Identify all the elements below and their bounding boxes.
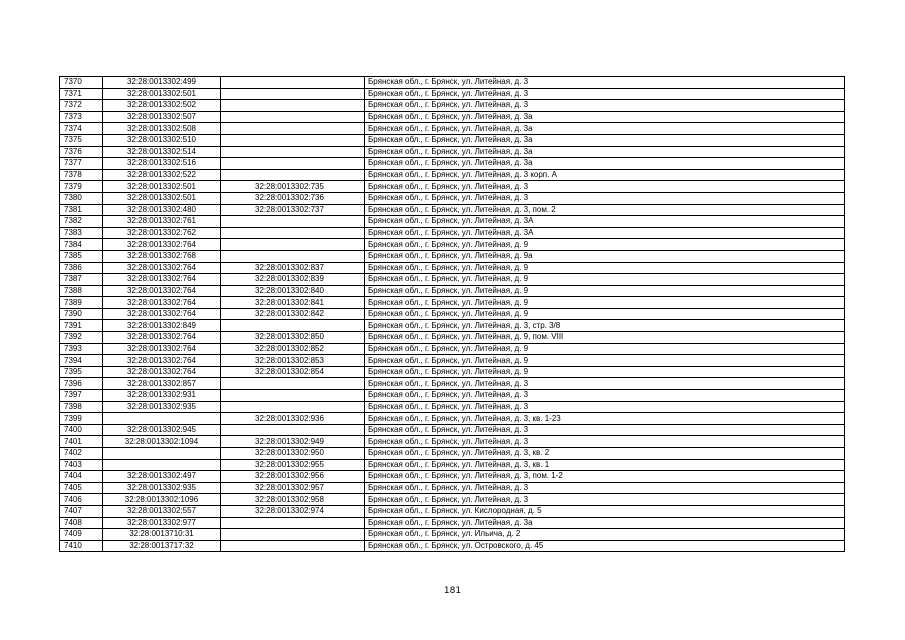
related-cadastral-number-cell: [221, 158, 365, 170]
table-row: [60, 355, 845, 367]
row-number-cell: 7386: [60, 262, 103, 274]
address-cell: Брянская обл., г. Брянск, ул. Литейная, д. 3: [365, 88, 845, 100]
related-cadastral-number-cell: [221, 169, 365, 181]
table-row: [60, 482, 845, 494]
related-cadastral-number-cell: [221, 227, 365, 239]
cadastral-number-cell: 32:28:0013302:508: [103, 123, 221, 135]
related-cadastral-number-cell: [221, 424, 365, 436]
cadastral-number-cell: 32:28:0013302:977: [103, 517, 221, 529]
row-number-cell: 7374: [60, 123, 103, 135]
table-row: [60, 517, 845, 529]
row-number-cell: 7371: [60, 88, 103, 100]
related-cadastral-number-cell: 32:28:0013302:842: [221, 308, 365, 320]
cadastral-number-cell: 32:28:0013302:764: [103, 332, 221, 344]
address-cell: Брянская обл., г. Брянск, ул. Литейная, д. 9: [365, 308, 845, 320]
row-number-cell: 7407: [60, 505, 103, 517]
table-row: [60, 274, 845, 286]
address-cell: Брянская обл., г. Брянск, ул. Литейная, д. 3: [365, 436, 845, 448]
address-cell: Брянская обл., г. Брянск, ул. Литейная, д. 3А: [365, 227, 845, 239]
cadastral-number-cell: 32:28:0013302:931: [103, 390, 221, 402]
row-number-cell: 7399: [60, 413, 103, 425]
related-cadastral-number-cell: 32:28:0013302:936: [221, 413, 365, 425]
related-cadastral-number-cell: 32:28:0013302:958: [221, 494, 365, 506]
related-cadastral-number-cell: 32:28:0013302:955: [221, 459, 365, 471]
cadastral-number-cell: 32:28:0013302:945: [103, 424, 221, 436]
table-row: [60, 204, 845, 216]
address-cell: Брянская обл., г. Брянск, ул. Литейная, д. 3: [365, 378, 845, 390]
cadastral-number-cell: 32:28:0013302:764: [103, 274, 221, 286]
cadastral-number-cell: 32:28:0013302:502: [103, 100, 221, 112]
related-cadastral-number-cell: [221, 390, 365, 402]
table-row: [60, 540, 845, 552]
address-cell: Брянская обл., г. Брянск, ул. Литейная, д. 3а: [365, 517, 845, 529]
cadastral-number-cell: 32:28:0013302:557: [103, 505, 221, 517]
row-number-cell: 7390: [60, 308, 103, 320]
cadastral-number-cell: 32:28:0013302:764: [103, 239, 221, 251]
row-number-cell: 7388: [60, 285, 103, 297]
related-cadastral-number-cell: 32:28:0013302:854: [221, 366, 365, 378]
row-number-cell: 7378: [60, 169, 103, 181]
row-number-cell: 7404: [60, 471, 103, 483]
table-row: [60, 262, 845, 274]
related-cadastral-number-cell: 32:28:0013302:736: [221, 192, 365, 204]
row-number-cell: 7400: [60, 424, 103, 436]
cadastral-number-cell: 32:28:0013302:768: [103, 250, 221, 262]
table-row: [60, 227, 845, 239]
row-number-cell: 7406: [60, 494, 103, 506]
table-row: [60, 250, 845, 262]
table-row: [60, 100, 845, 112]
row-number-cell: 7402: [60, 448, 103, 460]
related-cadastral-number-cell: [221, 529, 365, 541]
row-number-cell: 7393: [60, 343, 103, 355]
address-cell: Брянская обл., г. Брянск, ул. Литейная, д. 3: [365, 181, 845, 193]
row-number-cell: 7396: [60, 378, 103, 390]
address-cell: Брянская обл., г. Брянск, ул. Литейная, д. 3а: [365, 123, 845, 135]
cadastral-number-cell: 32:28:0013302:1096: [103, 494, 221, 506]
table-row: [60, 332, 845, 344]
related-cadastral-number-cell: 32:28:0013302:957: [221, 482, 365, 494]
address-cell: Брянская обл., г. Брянск, ул. Литейная, д. 3а: [365, 158, 845, 170]
table-row: [60, 158, 845, 170]
row-number-cell: 7389: [60, 297, 103, 309]
row-number-cell: 7377: [60, 158, 103, 170]
row-number-cell: 7385: [60, 250, 103, 262]
address-cell: Брянская обл., г. Брянск, ул. Литейная, д. 3а: [365, 134, 845, 146]
cadastral-number-cell: 32:28:0013302:522: [103, 169, 221, 181]
cadastral-number-cell: 32:28:0013710:31: [103, 529, 221, 541]
related-cadastral-number-cell: [221, 100, 365, 112]
address-cell: Брянская обл., г. Брянск, ул. Литейная, д. 3: [365, 482, 845, 494]
table-row: [60, 146, 845, 158]
row-number-cell: 7395: [60, 366, 103, 378]
address-cell: Брянская обл., г. Брянск, ул. Литейная, д. 3: [365, 100, 845, 112]
row-number-cell: 7372: [60, 100, 103, 112]
address-cell: Брянская обл., г. Брянск, ул. Литейная, д. 9: [365, 297, 845, 309]
row-number-cell: 7405: [60, 482, 103, 494]
table-row: [60, 424, 845, 436]
cadastral-number-cell: 32:28:0013302:764: [103, 355, 221, 367]
related-cadastral-number-cell: [221, 77, 365, 89]
table-row: [60, 320, 845, 332]
row-number-cell: 7379: [60, 181, 103, 193]
row-number-cell: 7408: [60, 517, 103, 529]
address-cell: Брянская обл., г. Брянск, ул. Литейная, д. 3, кв. 2: [365, 448, 845, 460]
cadastral-number-cell: 32:28:0013302:501: [103, 181, 221, 193]
row-number-cell: 7410: [60, 540, 103, 552]
page-number: 181: [443, 586, 462, 596]
table-row: [60, 436, 845, 448]
row-number-cell: 7391: [60, 320, 103, 332]
table-row: [60, 448, 845, 460]
registry-table: [59, 76, 845, 552]
cadastral-number-cell: 32:28:0013302:501: [103, 192, 221, 204]
related-cadastral-number-cell: [221, 540, 365, 552]
cadastral-number-cell: 32:28:0013717:32: [103, 540, 221, 552]
table-row: [60, 88, 845, 100]
table-row: [60, 505, 845, 517]
cadastral-number-cell: [103, 448, 221, 460]
address-cell: Брянская обл., г. Брянск, ул. Литейная, д. 9: [365, 366, 845, 378]
address-cell: Брянская обл., г. Брянск, ул. Литейная, д. 3: [365, 401, 845, 413]
address-cell: Брянская обл., г. Брянск, ул. Литейная, д. 3а: [365, 146, 845, 158]
related-cadastral-number-cell: 32:28:0013302:956: [221, 471, 365, 483]
address-cell: Брянская обл., г. Брянск, ул. Литейная, д. 3, пом. 2: [365, 204, 845, 216]
related-cadastral-number-cell: 32:28:0013302:853: [221, 355, 365, 367]
related-cadastral-number-cell: [221, 250, 365, 262]
row-number-cell: 7398: [60, 401, 103, 413]
address-cell: Брянская обл., г. Брянск, ул. Литейная, д. 3, кв. 1: [365, 459, 845, 471]
table-row: [60, 123, 845, 135]
table-row: [60, 169, 845, 181]
registry-table-body: [60, 77, 845, 552]
table-row: [60, 343, 845, 355]
row-number-cell: 7384: [60, 239, 103, 251]
address-cell: Брянская обл., г. Брянск, ул. Кислородная, д. 5: [365, 505, 845, 517]
related-cadastral-number-cell: [221, 239, 365, 251]
cadastral-number-cell: 32:28:0013302:510: [103, 134, 221, 146]
address-cell: Брянская обл., г. Брянск, ул. Литейная, д. 9, пом. VIII: [365, 332, 845, 344]
address-cell: Брянская обл., г. Брянск, ул. Литейная, д. 3: [365, 390, 845, 402]
address-cell: Брянская обл., г. Брянск, ул. Литейная, д. 9: [365, 262, 845, 274]
cadastral-number-cell: 32:28:0013302:499: [103, 77, 221, 89]
related-cadastral-number-cell: 32:28:0013302:840: [221, 285, 365, 297]
related-cadastral-number-cell: 32:28:0013302:839: [221, 274, 365, 286]
address-cell: Брянская обл., г. Брянск, ул. Литейная, д. 9: [365, 285, 845, 297]
address-cell: Брянская обл., г. Брянск, ул. Литейная, д. 9: [365, 274, 845, 286]
table-row: [60, 111, 845, 123]
related-cadastral-number-cell: [221, 123, 365, 135]
cadastral-number-cell: 32:28:0013302:935: [103, 401, 221, 413]
table-row: [60, 77, 845, 89]
address-cell: Брянская обл., г. Брянск, ул. Литейная, д. 9: [365, 343, 845, 355]
related-cadastral-number-cell: 32:28:0013302:949: [221, 436, 365, 448]
table-row: [60, 459, 845, 471]
address-cell: Брянская обл., г. Брянск, ул. Литейная, д. 9а: [365, 250, 845, 262]
cadastral-number-cell: 32:28:0013302:764: [103, 297, 221, 309]
related-cadastral-number-cell: 32:28:0013302:735: [221, 181, 365, 193]
row-number-cell: 7380: [60, 192, 103, 204]
related-cadastral-number-cell: [221, 146, 365, 158]
cadastral-number-cell: 32:28:0013302:762: [103, 227, 221, 239]
cadastral-number-cell: 32:28:0013302:857: [103, 378, 221, 390]
address-cell: Брянская обл., г. Брянск, ул. Литейная, д. 3: [365, 424, 845, 436]
address-cell: Брянская обл., г. Брянск, ул. Литейная, д. 3: [365, 77, 845, 89]
cadastral-number-cell: 32:28:0013302:764: [103, 262, 221, 274]
related-cadastral-number-cell: [221, 111, 365, 123]
table-row: [60, 413, 845, 425]
table-row: [60, 529, 845, 541]
row-number-cell: 7387: [60, 274, 103, 286]
table-row: [60, 181, 845, 193]
table-row: [60, 192, 845, 204]
address-cell: Брянская обл., г. Брянск, ул. Ильича, д. 2: [365, 529, 845, 541]
row-number-cell: 7394: [60, 355, 103, 367]
cadastral-number-cell: [103, 459, 221, 471]
cadastral-number-cell: 32:28:0013302:501: [103, 88, 221, 100]
cadastral-number-cell: 32:28:0013302:764: [103, 308, 221, 320]
table-row: [60, 285, 845, 297]
table-row: [60, 308, 845, 320]
row-number-cell: 7403: [60, 459, 103, 471]
table-row: [60, 239, 845, 251]
cadastral-number-cell: 32:28:0013302:935: [103, 482, 221, 494]
table-row: [60, 494, 845, 506]
row-number-cell: 7397: [60, 390, 103, 402]
address-cell: Брянская обл., г. Брянск, ул. Литейная, д. 3 корп. А: [365, 169, 845, 181]
related-cadastral-number-cell: [221, 88, 365, 100]
cadastral-number-cell: 32:28:0013302:764: [103, 343, 221, 355]
cadastral-number-cell: 32:28:0013302:516: [103, 158, 221, 170]
related-cadastral-number-cell: 32:28:0013302:737: [221, 204, 365, 216]
cadastral-number-cell: 32:28:0013302:761: [103, 216, 221, 228]
row-number-cell: 7370: [60, 77, 103, 89]
cadastral-number-cell: 32:28:0013302:764: [103, 285, 221, 297]
row-number-cell: 7401: [60, 436, 103, 448]
address-cell: Брянская обл., г. Брянск, ул. Литейная, д. 3а: [365, 111, 845, 123]
table-row: [60, 378, 845, 390]
cadastral-number-cell: [103, 413, 221, 425]
address-cell: Брянская обл., г. Брянск, ул. Литейная, д. 3, стр. 3/8: [365, 320, 845, 332]
row-number-cell: 7376: [60, 146, 103, 158]
related-cadastral-number-cell: 32:28:0013302:837: [221, 262, 365, 274]
address-cell: Брянская обл., г. Брянск, ул. Литейная, д. 9: [365, 355, 845, 367]
related-cadastral-number-cell: [221, 216, 365, 228]
cadastral-number-cell: 32:28:0013302:849: [103, 320, 221, 332]
address-cell: Брянская обл., г. Брянск, ул. Островского, д. 45: [365, 540, 845, 552]
related-cadastral-number-cell: [221, 401, 365, 413]
row-number-cell: 7383: [60, 227, 103, 239]
row-number-cell: 7381: [60, 204, 103, 216]
related-cadastral-number-cell: 32:28:0013302:950: [221, 448, 365, 460]
cadastral-number-cell: 32:28:0013302:764: [103, 366, 221, 378]
cadastral-number-cell: 32:28:0013302:514: [103, 146, 221, 158]
address-cell: Брянская обл., г. Брянск, ул. Литейная, д. 3, кв. 1-23: [365, 413, 845, 425]
cadastral-number-cell: 32:28:0013302:1094: [103, 436, 221, 448]
related-cadastral-number-cell: [221, 320, 365, 332]
table-row: [60, 471, 845, 483]
row-number-cell: 7382: [60, 216, 103, 228]
address-cell: Брянская обл., г. Брянск, ул. Литейная, д. 3, пом. 1-2: [365, 471, 845, 483]
table-row: [60, 297, 845, 309]
related-cadastral-number-cell: 32:28:0013302:850: [221, 332, 365, 344]
related-cadastral-number-cell: [221, 517, 365, 529]
row-number-cell: 7373: [60, 111, 103, 123]
related-cadastral-number-cell: [221, 134, 365, 146]
address-cell: Брянская обл., г. Брянск, ул. Литейная, д. 3: [365, 494, 845, 506]
related-cadastral-number-cell: 32:28:0013302:974: [221, 505, 365, 517]
row-number-cell: 7375: [60, 134, 103, 146]
related-cadastral-number-cell: 32:28:0013302:852: [221, 343, 365, 355]
address-cell: Брянская обл., г. Брянск, ул. Литейная, д. 3: [365, 192, 845, 204]
row-number-cell: 7409: [60, 529, 103, 541]
cadastral-number-cell: 32:28:0013302:480: [103, 204, 221, 216]
cadastral-number-cell: 32:28:0013302:497: [103, 471, 221, 483]
cadastral-number-cell: 32:28:0013302:507: [103, 111, 221, 123]
table-row: [60, 134, 845, 146]
table-row: [60, 216, 845, 228]
address-cell: Брянская обл., г. Брянск, ул. Литейная, д. 3А: [365, 216, 845, 228]
table-row: [60, 401, 845, 413]
address-cell: Брянская обл., г. Брянск, ул. Литейная, д. 9: [365, 239, 845, 251]
related-cadastral-number-cell: [221, 378, 365, 390]
row-number-cell: 7392: [60, 332, 103, 344]
table-row: [60, 366, 845, 378]
table-row: [60, 390, 845, 402]
related-cadastral-number-cell: 32:28:0013302:841: [221, 297, 365, 309]
